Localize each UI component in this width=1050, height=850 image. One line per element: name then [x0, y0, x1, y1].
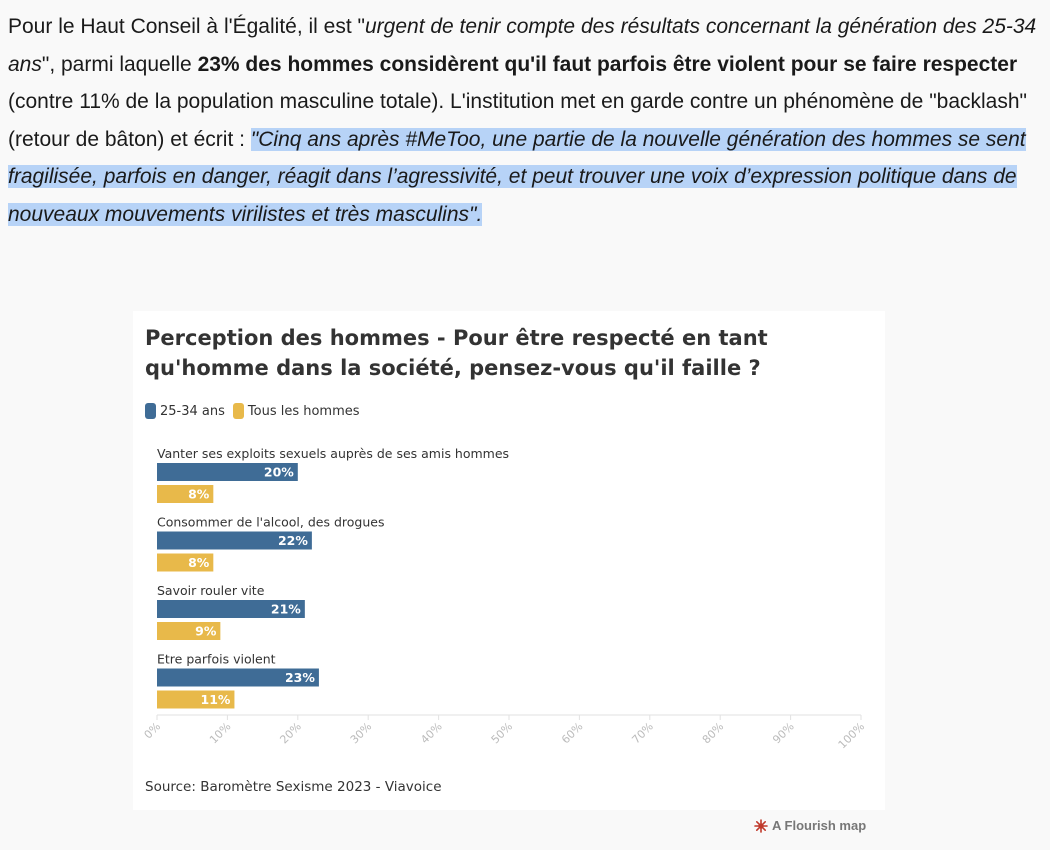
x-tick-label: 80% [699, 719, 727, 747]
article-highlighted-quote[interactable]: "Cinq ans après #MeToo, une partie de la nouvelle génération des hommes se sent fragilisée, parfois en danger, réagit dans l’agressivité, et peut trouver une voix d’expression politique dans de nouveaux mouvements virilistes et très masculins". [8, 127, 1026, 226]
x-tick-label: 40% [418, 719, 445, 747]
chart-card [133, 311, 885, 810]
x-tick-label: 60% [559, 719, 586, 747]
x-tick-label: 10% [207, 719, 234, 747]
article-text-2: ", parmi laquelle [41, 52, 198, 76]
article-text-1: Pour le Haut Conseil à l'Égalité, il est " [8, 15, 365, 38]
data-label: 11% [200, 692, 231, 707]
x-tick-label: 70% [629, 719, 656, 747]
x-tick-label: 30% [347, 719, 375, 747]
category-label: Savoir rouler vite [157, 583, 265, 598]
x-tick-label: 0% [141, 719, 164, 742]
category-label: Etre parfois violent [157, 651, 276, 667]
data-label: 8% [188, 555, 210, 570]
data-label: 23% [284, 670, 315, 685]
article-bold-stat: 23% des hommes considèrent qu'il faut parfois être violent pour se faire respecter [197, 52, 1018, 76]
chart-title: Perception des hommes - Pour être respecté en tant qu'homme dans la société, pensez-vous qu'il faille ? [145, 326, 768, 380]
category-label: Consommer de l'alcool, des drogues [157, 514, 385, 530]
data-label: 8% [188, 486, 210, 502]
x-tick-label: 100% [835, 719, 868, 752]
article-quote-1: urgent de tenir compte des résultats concernant la génération des 25-34 ans [8, 15, 1037, 76]
article-text-3: (contre 11% de la population masculine totale). L'institution met en garde contre un phénomène de "backlash" (retour de bâton) et écrit : [8, 90, 1027, 151]
data-label: 9% [195, 623, 217, 639]
data-label: 21% [270, 601, 301, 617]
category-label: Vanter ses exploits sexuels auprès de ses amis hommes [157, 446, 510, 461]
chart-source: Source: Baromètre Sexisme 2023 - Viavoice [145, 779, 442, 795]
x-tick-label: 50% [488, 719, 516, 747]
data-label: 20% [263, 464, 294, 480]
legend-label-25-34: 25-34 ans [160, 403, 225, 419]
flourish-logo-icon [754, 819, 768, 833]
x-tick-label: 20% [277, 719, 304, 747]
bar-chart [133, 311, 885, 771]
data-label: 22% [277, 533, 308, 548]
legend-label-tous: Tous les hommes [247, 403, 360, 419]
article-paragraph [8, 8, 1044, 233]
flourish-credit[interactable] [754, 818, 866, 833]
x-tick-label: 90% [770, 719, 797, 747]
flourish-label: A Flourish map [772, 818, 867, 833]
